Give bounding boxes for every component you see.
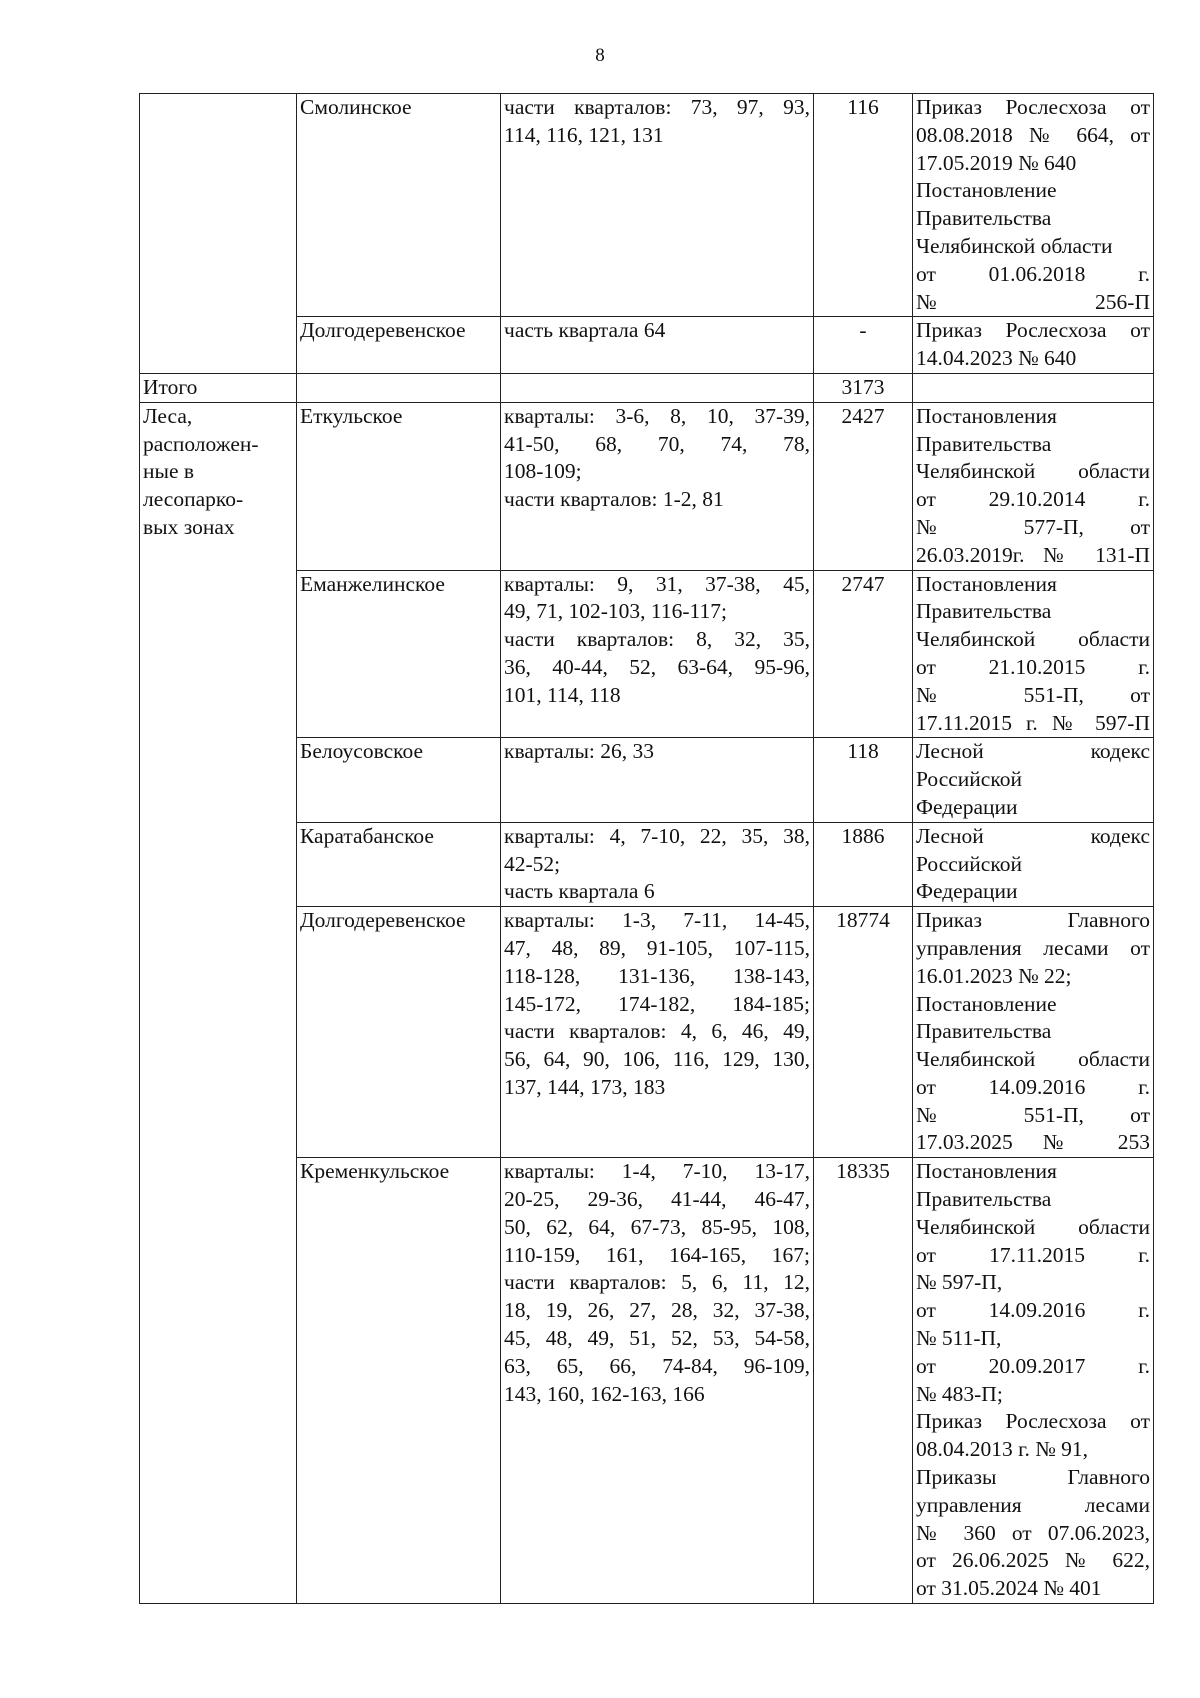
area-value: 18335	[836, 1159, 890, 1184]
area-cell	[814, 738, 913, 822]
documents-cell	[913, 738, 1154, 822]
quarters-cell	[501, 1158, 814, 1604]
area-cell	[814, 907, 913, 1158]
forest-table	[139, 93, 1154, 1604]
document-line: Правительства	[916, 599, 1052, 624]
document-line: Правительства	[916, 206, 1052, 231]
quarters-line: 45, 48, 49, 51, 52, 53, 54-58,	[504, 1326, 810, 1351]
district-cell	[297, 317, 501, 374]
category-text: Леса, расположен- ные в лесопарко- вых зонах	[143, 403, 259, 539]
district-cell	[297, 373, 501, 402]
area-value: 118	[847, 739, 879, 764]
quarters-line: 42-52;	[504, 851, 561, 876]
document-line: управления лесами от	[916, 935, 1150, 960]
document-line: № 360 от 07.06.2023,	[916, 1520, 1150, 1545]
quarters-line: 50, 62, 64, 67-73, 85-95, 108,	[504, 1214, 810, 1239]
area-value: 18774	[836, 908, 890, 933]
quarters-line: части кварталов: 73, 97, 93,	[504, 95, 810, 119]
quarters-line: 20-25, 29-36, 41-44, 46-47,	[504, 1187, 810, 1212]
page-number: 8	[595, 45, 605, 66]
quarters-cell	[501, 94, 814, 317]
documents-cell	[913, 822, 1154, 906]
quarters-line: 18, 19, 26, 27, 28, 32, 37-38,	[504, 1298, 810, 1323]
quarters-cell	[501, 907, 814, 1158]
document-line: Челябинской области	[916, 459, 1150, 484]
document-line: № 483-П;	[916, 1381, 1003, 1406]
document-line: Постановление	[916, 178, 1057, 203]
district-cell	[297, 570, 501, 738]
document-line: Челябинской области	[916, 627, 1150, 652]
document-line: Постановления	[916, 403, 1057, 428]
area-value: 116	[847, 95, 879, 119]
document-line: от 31.05.2024 № 401	[916, 1576, 1102, 1601]
document-line: Правительства	[916, 431, 1052, 456]
area-cell	[814, 1158, 913, 1604]
documents-cell	[913, 1158, 1154, 1604]
quarters-line: части кварталов: 8, 32, 35,	[504, 627, 810, 652]
area-cell	[814, 822, 913, 906]
document-line: от 26.06.2025 № 622,	[916, 1548, 1150, 1573]
district-name: Еткульское	[300, 403, 403, 428]
document-line: от 17.11.2015 г.	[916, 1242, 1150, 1267]
quarters-line: кварталы: 1-4, 7-10, 13-17,	[504, 1159, 810, 1184]
documents-cell	[913, 373, 1154, 402]
document-line: Лесной кодекс	[916, 823, 1150, 848]
documents-cell	[913, 94, 1154, 317]
district-name: Кременкульское	[300, 1159, 450, 1184]
district-cell	[297, 402, 501, 570]
document-line: Приказ Рослесхоза от	[916, 1409, 1150, 1434]
category-cell	[140, 402, 297, 1603]
quarters-line: части кварталов: 5, 6, 11, 12,	[504, 1270, 810, 1295]
document-line: № 597-П,	[916, 1270, 1003, 1295]
document-line: 17.05.2019 № 640	[916, 150, 1077, 175]
area-cell	[814, 94, 913, 317]
quarters-line: 137, 144, 173, 183	[504, 1074, 666, 1099]
document-line: Постановления	[916, 571, 1057, 596]
document-line: Приказ Рослесхоза от	[916, 95, 1150, 119]
document-line: от 01.06.2018 г.	[916, 261, 1150, 286]
district-cell	[297, 822, 501, 906]
area-value: 3173	[841, 374, 885, 399]
document-line: от 14.09.2016 г.	[916, 1298, 1150, 1323]
document-line: Российской	[916, 767, 1022, 792]
quarters-line: 101, 114, 118	[504, 682, 621, 707]
quarters-line: кварталы: 26, 33	[504, 739, 654, 764]
document-line: Челябинской области	[916, 1047, 1150, 1072]
quarters-line: 114, 116, 121, 131	[504, 122, 664, 147]
documents-cell	[913, 907, 1154, 1158]
district-name: Белоусовское	[300, 739, 424, 764]
district-cell	[297, 94, 501, 317]
quarters-line: кварталы: 3-6, 8, 10, 37-39,	[504, 403, 810, 428]
document-line: 16.01.2023 № 22;	[916, 963, 1072, 988]
quarters-line: 41-50, 68, 70, 74, 78,	[504, 431, 810, 456]
district-cell	[297, 738, 501, 822]
quarters-line: части кварталов: 4, 6, 46, 49,	[504, 1019, 810, 1044]
document-line: Постановление	[916, 991, 1057, 1016]
quarters-line: кварталы: 9, 31, 37-38, 45,	[504, 571, 810, 596]
document-line: № 577-П, от	[916, 514, 1150, 539]
area-cell	[814, 373, 913, 402]
document-line: № 256-П	[916, 289, 1150, 314]
district-name: Долгодеревенское	[300, 908, 466, 933]
quarters-cell	[501, 822, 814, 906]
document-line: № 551-П, от	[916, 1102, 1150, 1127]
quarters-cell	[501, 317, 814, 374]
document-line: № 511-П,	[916, 1326, 1002, 1351]
district-name: Смолинское	[300, 95, 412, 119]
document-line: управления лесами	[916, 1492, 1150, 1517]
document-line: Правительства	[916, 1187, 1052, 1212]
quarters-line: 143, 160, 162-163, 166	[504, 1381, 705, 1406]
category-text: Итого	[143, 374, 198, 399]
area-cell	[814, 402, 913, 570]
district-cell	[297, 907, 501, 1158]
document-line: Челябинской области	[916, 233, 1113, 258]
area-cell	[814, 570, 913, 738]
area-value: 1886	[841, 823, 885, 848]
document-line: Правительства	[916, 1019, 1052, 1044]
area-value: 2427	[841, 403, 885, 428]
table-row	[140, 373, 1154, 402]
document-line: от 21.10.2015 г.	[916, 654, 1150, 679]
quarters-cell	[501, 402, 814, 570]
document-line: Российской	[916, 851, 1022, 876]
table-row	[140, 402, 1154, 570]
category-cell	[140, 373, 297, 402]
document-line: 26.03.2019г. № 131-П	[916, 542, 1150, 567]
category-cell	[140, 94, 297, 374]
documents-cell	[913, 317, 1154, 374]
document-line: от 14.09.2016 г.	[916, 1074, 1150, 1099]
quarters-line: часть квартала 64	[504, 318, 666, 343]
quarters-cell	[501, 738, 814, 822]
quarters-line: 36, 40-44, 52, 63-64, 95-96,	[504, 654, 810, 679]
quarters-line: кварталы: 4, 7-10, 22, 35, 38,	[504, 823, 810, 848]
document-line: от 29.10.2014 г.	[916, 487, 1150, 512]
district-name: Каратабанское	[300, 823, 434, 848]
quarters-line: 108-109;	[504, 459, 582, 484]
document-line: 08.04.2013 г. № 91,	[916, 1437, 1089, 1462]
district-name: Долгодеревенское	[300, 318, 466, 343]
document-line: Федерации	[916, 794, 1018, 819]
documents-cell	[913, 402, 1154, 570]
quarters-cell	[501, 373, 814, 402]
document-line: Приказы Главного	[916, 1465, 1150, 1490]
table-row	[140, 94, 1154, 317]
document-line: 17.11.2015 г. № 597-П	[916, 710, 1150, 735]
quarters-line: часть квартала 6	[504, 879, 655, 904]
document-line: от 20.09.2017 г.	[916, 1353, 1150, 1378]
quarters-line: 118-128, 131-136, 138-143,	[504, 963, 810, 988]
quarters-line: кварталы: 1-3, 7-11, 14-45,	[504, 908, 810, 933]
documents-cell	[913, 570, 1154, 738]
document-line: Постановления	[916, 1159, 1057, 1184]
area-value: -	[859, 318, 867, 343]
quarters-line: 56, 64, 90, 106, 116, 129, 130,	[504, 1047, 810, 1072]
district-name: Еманжелинское	[300, 571, 445, 596]
area-cell	[814, 317, 913, 374]
document-line: Федерации	[916, 879, 1018, 904]
area-value: 2747	[841, 571, 885, 596]
document-line: 08.08.2018 № 664, от	[916, 122, 1150, 147]
quarters-line: 49, 71, 102-103, 116-117;	[504, 599, 727, 624]
document-line: № 551-П, от	[916, 682, 1150, 707]
quarters-line: 47, 48, 89, 91-105, 107-115,	[504, 935, 810, 960]
quarters-line: 145-172, 174-182, 184-185;	[504, 991, 810, 1016]
document-line: Приказ Главного	[916, 908, 1150, 933]
quarters-line: 63, 65, 66, 74-84, 96-109,	[504, 1353, 810, 1378]
quarters-line: 110-159, 161, 164-165, 167;	[504, 1242, 810, 1267]
document-line: Лесной кодекс	[916, 739, 1150, 764]
document-line: Челябинской области	[916, 1214, 1150, 1239]
document-line: 14.04.2023 № 640	[916, 346, 1077, 371]
district-cell	[297, 1158, 501, 1604]
document-line: 17.03.2025 № 253	[916, 1130, 1150, 1155]
document-line: Приказ Рослесхоза от	[916, 318, 1150, 343]
quarters-line: части кварталов: 1-2, 81	[504, 487, 724, 512]
quarters-cell	[501, 570, 814, 738]
